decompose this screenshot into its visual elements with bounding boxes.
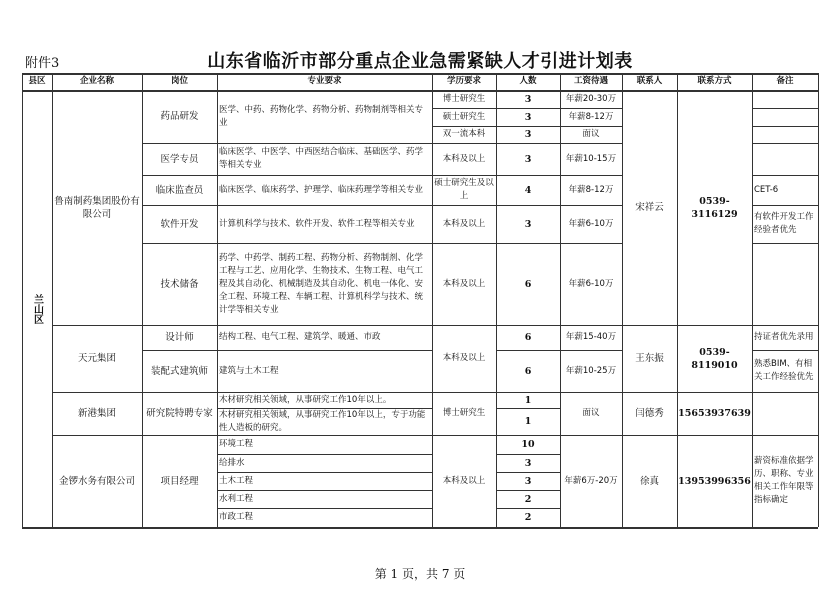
contact-phone: 13953996356 [678,475,751,487]
education-requirement: 本科及以上 [442,153,486,164]
headcount: 4 [524,184,532,196]
contact-person: 王东振 [635,353,664,364]
education-requirement: 博士研究生 [442,93,486,104]
company-name: 天元集团 [77,353,116,364]
position-name: 技术储备 [160,278,199,290]
table-rule [677,73,678,527]
table-rule [752,108,818,109]
table-rule [818,73,819,527]
table-rule [560,73,561,527]
column-header: 备注 [776,76,794,86]
remark: 熟悉BIM、有相关工作经验优先 [754,359,814,382]
headcount: 1 [524,394,532,406]
major-requirement: 土木工程 [219,475,254,486]
headcount: 2 [524,512,532,523]
table-rule [142,527,217,528]
headcount: 6 [524,332,532,343]
position-name: 软件开发 [160,218,199,230]
headcount: 3 [524,153,532,165]
company-name: 新港集团 [77,408,116,419]
contact-phone: 0539-3116129 [691,195,738,220]
page-title: 山东省临沂市部分重点企业急需紧缺人才引进计划表 [207,51,633,72]
salary: 年薪10-15万 [565,153,617,164]
table-rule [432,73,433,527]
remark: CET-6 [754,184,779,195]
county-cell: 兰山区 [31,293,43,324]
headcount: 3 [524,218,532,230]
headcount: 1 [524,416,532,427]
table-rule [142,73,143,527]
table-rule [752,126,818,127]
position-name: 项目经理 [160,475,199,487]
major-requirement: 市政工程 [219,512,254,522]
major-requirement: 药学、中药学、制药工程、药物分析、药物制剂、化学工程与工艺、应用化学、生物技术、生物工程、电气工程及其自动化、机械制造及其自动化、机电一体化、安全工程、环境工程、车辆工程、计算机科学与技术、统计学等相关专业 [219,252,424,315]
education-requirement: 硕士研究生 [442,111,486,122]
major-requirement: 计算机科学与技术、软件开发、软件工程等相关专业 [219,218,415,229]
education-requirement: 双一流本科 [442,129,486,139]
column-header: 学历要求 [446,76,481,86]
position-name: 医学专员 [160,153,199,165]
major-requirement: 临床医学、中医学、中西医结合临床、基础医学、药学等相关专业 [219,147,424,170]
headcount: 3 [524,457,532,469]
table-rule [217,73,218,527]
salary: 年薪15-40万 [565,332,617,342]
company-name: 鲁南制药集团股份有限公司 [54,195,140,220]
education-requirement: 本科及以上 [442,218,486,229]
position-name: 药品研发 [160,111,199,122]
remark: 薪资标准依据学历、职称、专业相关工作年限等指标确定 [754,456,814,505]
position-name: 研究院特聘专家 [146,408,213,419]
column-header: 岗位 [170,76,188,86]
major-requirement: 水利工程 [219,493,254,504]
position-name: 装配式建筑师 [150,365,208,377]
column-header: 人数 [519,76,537,86]
position-name: 设计师 [165,332,194,343]
salary: 年薪6-10万 [568,218,614,229]
remark: 有软件开发工作经验者优先 [754,212,814,235]
table-rule [52,527,142,528]
column-header: 工资待遇 [573,76,608,86]
major-requirement: 木材研究相关领域，从事研究工作10年以上，专于功能性人造板的研究。 [219,409,426,433]
education-requirement: 硕士研究生及以上 [434,178,494,201]
headcount: 6 [524,278,532,290]
position-name: 临床监查员 [155,184,204,196]
major-requirement: 木材研究相关领域，从事研究工作10年以上。 [219,394,392,405]
headcount: 2 [524,493,532,505]
column-header: 联系方式 [697,76,732,86]
attachment-label: 附件3 [25,56,60,71]
table-rule [752,73,753,527]
salary: 面议 [582,408,600,418]
headcount: 3 [524,111,532,123]
major-requirement: 给排水 [219,457,245,468]
headcount: 3 [524,475,532,487]
salary: 年薪10-25万 [565,365,617,376]
table-rule [22,73,23,527]
table-rule [752,243,818,244]
headcount: 10 [521,439,535,450]
education-requirement: 博士研究生 [442,408,486,418]
table-rule [496,73,497,527]
education-requirement: 本科及以上 [442,353,486,363]
salary: 面议 [582,129,600,139]
table-rule [622,73,623,527]
salary: 年薪20-30万 [565,93,617,104]
column-header: 专业要求 [307,76,342,86]
remark: 持证者优先录用 [754,332,814,342]
salary: 年薪6万-20万 [564,475,618,486]
contact-phone: 15653937639 [678,408,751,419]
contact-phone: 0539-8119010 [691,346,738,371]
salary: 年薪8-12万 [568,184,614,195]
column-header: 县区 [28,76,46,86]
page-footer: 第 1 页，共 7 页 [374,567,466,581]
column-header: 企业名称 [79,76,114,86]
major-requirement: 临床医学、临床药学、护理学、临床药理学等相关专业 [219,184,424,195]
table-rule [752,392,818,393]
contact-person: 徐真 [639,475,659,487]
company-name: 金锣水务有限公司 [58,475,135,487]
salary: 年薪8-12万 [568,111,614,122]
contact-person: 宋祥云 [635,202,664,213]
major-requirement: 结构工程、电气工程、建筑学、暖通、市政 [219,332,381,342]
headcount: 3 [524,93,532,105]
table-rule [752,143,818,144]
major-requirement: 环境工程 [219,439,254,449]
education-requirement: 本科及以上 [442,475,486,486]
major-requirement: 建筑与土木工程 [219,365,279,376]
education-requirement: 本科及以上 [442,278,486,289]
headcount: 6 [524,365,532,377]
salary: 年薪6-10万 [568,278,614,289]
headcount: 3 [524,129,532,140]
major-requirement: 医学、中药、药物化学、药物分析、药物制剂等相关专业 [219,104,424,128]
column-header: 联系人 [636,76,663,86]
table-rule [52,73,53,527]
contact-person: 闫德秀 [635,408,664,419]
